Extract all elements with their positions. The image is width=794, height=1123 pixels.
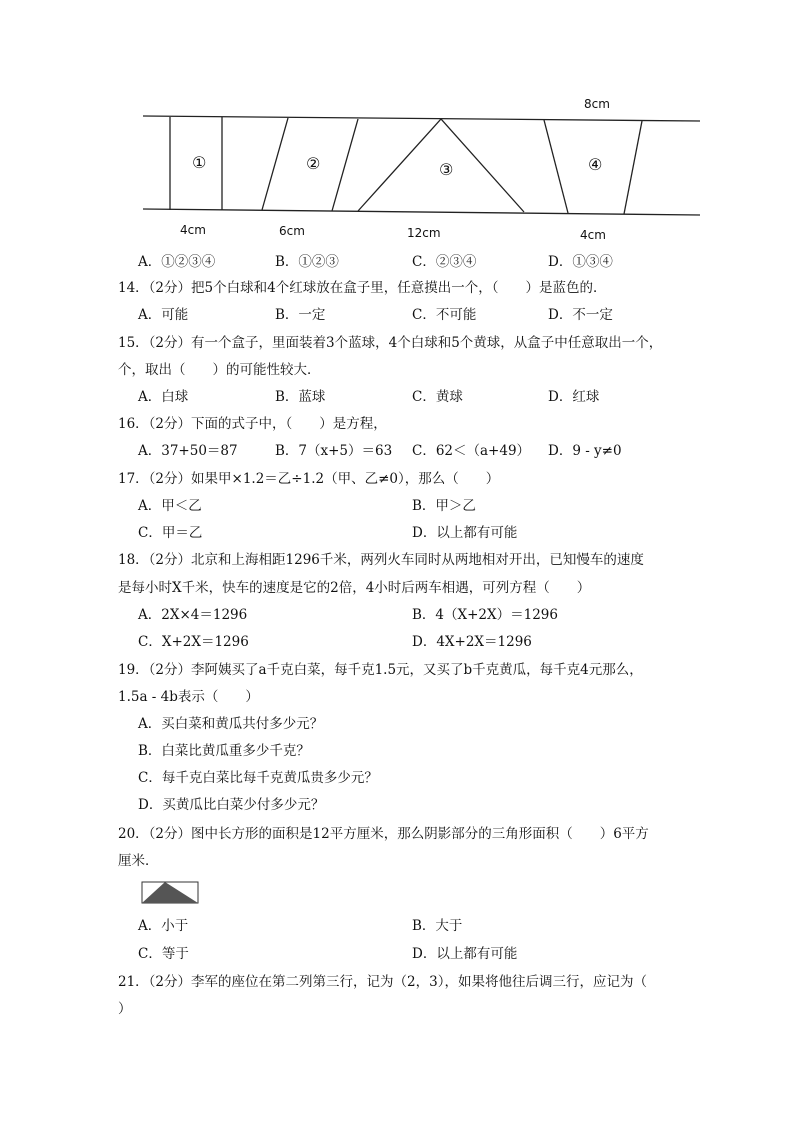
q15-stem-line2: 个，取出（ ）的可能性较大． <box>118 362 321 378</box>
label-bottom-4cm-2: 4cm <box>580 228 606 242</box>
q17-option-c[interactable]: C．甲＝乙 <box>138 525 203 541</box>
q20-option-b[interactable]: B．大于 <box>412 918 463 934</box>
q20-option-d[interactable]: D．以上都有可能 <box>412 946 518 962</box>
q21-stem-line2: ） <box>118 1001 132 1017</box>
q14-stem: 14．（2分）把5个白球和4个红球放在盒子里，任意摸出一个，（ ）是蓝色的． <box>118 280 607 296</box>
shape-label-3: ③ <box>439 160 454 179</box>
q13-option-a[interactable]: A．①②③④ <box>138 254 216 270</box>
q16-option-c[interactable]: C．62＜（a+49） <box>412 443 531 459</box>
shape2-left-edge <box>262 118 288 210</box>
q17-option-b[interactable]: B．甲＞乙 <box>412 498 476 514</box>
shape4-left-edge <box>544 120 568 213</box>
q13-option-b[interactable]: B．①②③ <box>275 254 339 270</box>
shape2-right-edge <box>332 119 358 211</box>
q18-option-a[interactable]: A．2X×4＝1296 <box>138 607 248 623</box>
q17-stem: 17．（2分）如果甲×1.2＝乙÷1.2（甲、乙≠0），那么（ ） <box>118 471 500 487</box>
q19-stem-line2: 1.5a - 4b表示（ ） <box>118 689 259 705</box>
q14-option-d[interactable]: D．不一定 <box>548 307 613 323</box>
q19-option-b[interactable]: B．白菜比黄瓜重多少千克？ <box>138 743 310 759</box>
q15-option-d[interactable]: D．红球 <box>548 389 600 405</box>
shape-label-1: ① <box>192 153 207 172</box>
q16-option-a[interactable]: A．37+50＝87 <box>138 443 238 459</box>
q19-option-d[interactable]: D．买黄瓜比白菜少付多少元？ <box>138 797 325 813</box>
label-bottom-4cm-1: 4cm <box>180 223 206 237</box>
q15-stem-line1: 15．（2分）有一个盒子，里面装着3个蓝球，4个白球和5个黄球，从盒子中任意取出一个， <box>118 335 663 351</box>
q14-option-b[interactable]: B．一定 <box>275 307 326 323</box>
q19-stem-line1: 19．（2分）李阿姨买了a千克白菜，每千克1.5元，又买了b千克黄瓜，每千克4元那么， <box>118 662 643 678</box>
q16-option-d[interactable]: D．9 - y≠0 <box>548 443 622 459</box>
q18-stem-line2: 是每小时X千米，快车的速度是它的2倍，4小时后两车相遇，可列方程（ ） <box>118 580 591 596</box>
shape-label-2: ② <box>306 154 321 173</box>
q16-option-b[interactable]: B．7（x+5）＝63 <box>275 443 393 459</box>
shaded-triangle <box>142 882 198 903</box>
q17-option-d[interactable]: D．以上都有可能 <box>412 525 518 541</box>
rectangle-triangle-figure <box>140 880 200 906</box>
parallel-shapes-figure <box>0 0 794 250</box>
label-bottom-12cm: 12cm <box>407 226 441 240</box>
q18-option-b[interactable]: B．4（X+2X）＝1296 <box>412 607 558 623</box>
q18-option-d[interactable]: D．4X+2X＝1296 <box>412 634 532 650</box>
shape4-right-edge <box>624 121 642 214</box>
q13-option-d[interactable]: D．①③④ <box>548 254 613 270</box>
q13-option-c[interactable]: C．②③④ <box>412 254 477 270</box>
q15-option-a[interactable]: A．白球 <box>138 389 189 405</box>
label-top-8cm: 8cm <box>584 97 610 111</box>
q15-option-c[interactable]: C．黄球 <box>412 389 463 405</box>
q20-stem-line1: 20．（2分）图中长方形的面积是12平方厘米，那么阴影部分的三角形面积（ ）6平方 <box>118 826 649 842</box>
q15-option-b[interactable]: B．蓝球 <box>275 389 326 405</box>
bottom-parallel-line <box>143 209 700 215</box>
q17-option-a[interactable]: A．甲＜乙 <box>138 498 202 514</box>
q20-stem-line2: 厘米． <box>118 853 159 869</box>
q18-option-c[interactable]: C．X+2X＝1296 <box>138 634 249 650</box>
q19-option-c[interactable]: C．每千克白菜比每千克黄瓜贵多少元？ <box>138 770 378 786</box>
label-bottom-6cm: 6cm <box>279 224 305 238</box>
q14-option-c[interactable]: C．不可能 <box>412 307 477 323</box>
q20-option-a[interactable]: A．小于 <box>138 918 189 934</box>
q18-stem-line1: 18．（2分）北京和上海相距1296千米，两列火车同时从两地相对开出，已知慢车的速度 <box>118 552 644 568</box>
q19-option-a[interactable]: A．买白菜和黄瓜共付多少元？ <box>138 716 324 732</box>
shape-label-4: ④ <box>588 155 603 174</box>
q21-stem-line1: 21．（2分）李军的座位在第二列第三行，记为（2，3），如果将他往后调三行，应记为（ <box>118 974 647 990</box>
q20-option-c[interactable]: C．等于 <box>138 946 189 962</box>
q14-option-a[interactable]: A．可能 <box>138 307 189 323</box>
q16-stem: 16．（2分）下面的式子中，（ ）是方程， <box>118 416 387 432</box>
top-parallel-line <box>143 116 700 121</box>
